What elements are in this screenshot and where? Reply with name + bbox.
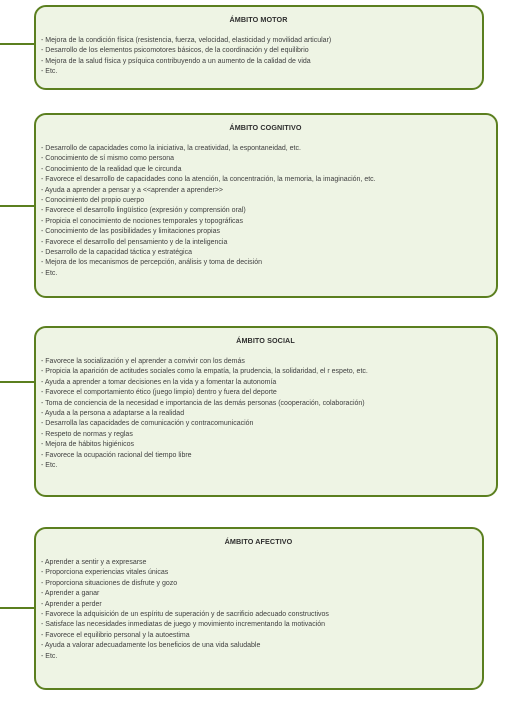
list-item: - Desarrolla las capacidades de comunicación y contracomunicación	[41, 420, 254, 428]
list-item: - Aprender a ganar	[41, 590, 100, 598]
list-item: - Ayuda a la persona a adaptarse a la realidad	[41, 410, 185, 418]
list-item: - Favorece la socialización y el aprender a convivir con los demás	[41, 358, 245, 365]
connector-social	[0, 381, 36, 383]
section-box-social	[34, 326, 498, 497]
section-box-afectivo	[34, 527, 484, 690]
list-item: - Ayuda a aprender a tomar decisiones en la vida y a fomentar la autonomía	[41, 378, 277, 386]
list-item: - Etc.	[41, 269, 58, 277]
section-box-motor	[34, 5, 484, 90]
list-item: - Proporciona situaciones de disfrute y gozo	[41, 579, 178, 587]
section-title-motor: ÁMBITO MOTOR	[229, 15, 288, 24]
section-title-social: ÁMBITO SOCIAL	[236, 336, 295, 345]
list-item: - Mejora de hábitos higiénicos	[41, 441, 134, 449]
section-list-motor	[41, 36, 476, 78]
list-item: - Conocimiento del propio cuerpo	[41, 197, 145, 205]
list-item: - Mejora de los mecanismos de percepción, análisis y toma de decisión	[41, 259, 262, 267]
list-item: - Respeto de normas y reglas	[41, 430, 133, 438]
list-item: - Proporciona experiencias vitales únicas	[41, 569, 169, 577]
section-title-cognitivo: ÁMBITO COGNITIVO	[229, 123, 302, 132]
list-item: - Aprender a perder	[41, 600, 102, 608]
list-item: - Satisface las necesidades inmediatas de juego y movimiento incrementando la motivación	[41, 621, 326, 629]
section-box-cognitivo	[34, 113, 498, 298]
list-item: - Mejora de la condición física (resistencia, fuerza, velocidad, elasticidad y movilidad articular)	[41, 37, 332, 44]
list-item: - Ayuda a aprender a pensar y a <<aprender a aprender>>	[41, 186, 224, 194]
list-item: - Desarrollo de los elementos psicomotores básicos, de la coordinación y del equilibrio	[41, 47, 309, 55]
list-item: - Conocimiento de sí mismo como persona	[41, 155, 175, 163]
list-item: - Propicia el conocimiento de nociones temporales y topográficas	[41, 217, 243, 225]
list-item: - Favorece la ocupación racional del tiempo libre	[41, 451, 192, 459]
list-item: - Etc.	[41, 652, 58, 660]
connector-afectivo	[0, 607, 36, 609]
list-item: - Etc.	[41, 68, 58, 76]
list-item: - Etc.	[41, 462, 58, 470]
list-item: - Favorece el desarrollo lingüístico (expresión y comprensión oral)	[41, 207, 246, 215]
list-item: - Favorece el desarrollo del pensamiento y de la inteligencia	[41, 238, 228, 246]
connector-motor	[0, 43, 36, 45]
list-item: - Ayuda a valorar adecuadamente los beneficios de una vida saludable	[41, 642, 261, 650]
section-list-social	[41, 357, 490, 471]
section-list-afectivo	[41, 558, 476, 662]
list-item: - Toma de conciencia de la necesidad e importancia de las demás personas (cooperación, colaboración)	[41, 399, 365, 407]
list-item: - Favorece el desarrollo de capacidades cono la atención, la concentración, la memoria, la imaginación, etc.	[41, 176, 376, 184]
list-item: - Desarrollo de capacidades como la iniciativa, la creatividad, la espontaneidad, etc.	[41, 145, 301, 152]
list-item: - Propicia la aparición de actitudes sociales como la empatía, la prudencia, la solidaridad, el r espeto, etc.	[41, 368, 368, 376]
section-list-cognitivo	[41, 144, 490, 279]
list-item: - Desarrollo de la capacidad táctica y estratégica	[41, 249, 192, 257]
list-item: - Favorece el equilibrio personal y la autoestima	[41, 631, 190, 639]
list-item: - Favorece la adquisición de un espíritu de superación y de sacrificio adecuado constructivos	[41, 611, 329, 619]
connector-cognitivo	[0, 205, 36, 207]
list-item: - Conocimiento de las posibilidades y limitaciones propias	[41, 228, 220, 236]
list-item: - Favorece el comportamiento ético (juego limpio) dentro y fuera del deporte	[41, 389, 277, 397]
list-item: - Aprender a sentir y a expresarse	[41, 559, 147, 566]
list-item: - Mejora de la salud física y psíquica contribuyendo a un aumento de la calidad de vida	[41, 57, 311, 65]
list-item: - Conocimiento de la realidad que le circunda	[41, 165, 182, 173]
section-title-afectivo: ÁMBITO AFECTIVO	[224, 537, 293, 546]
